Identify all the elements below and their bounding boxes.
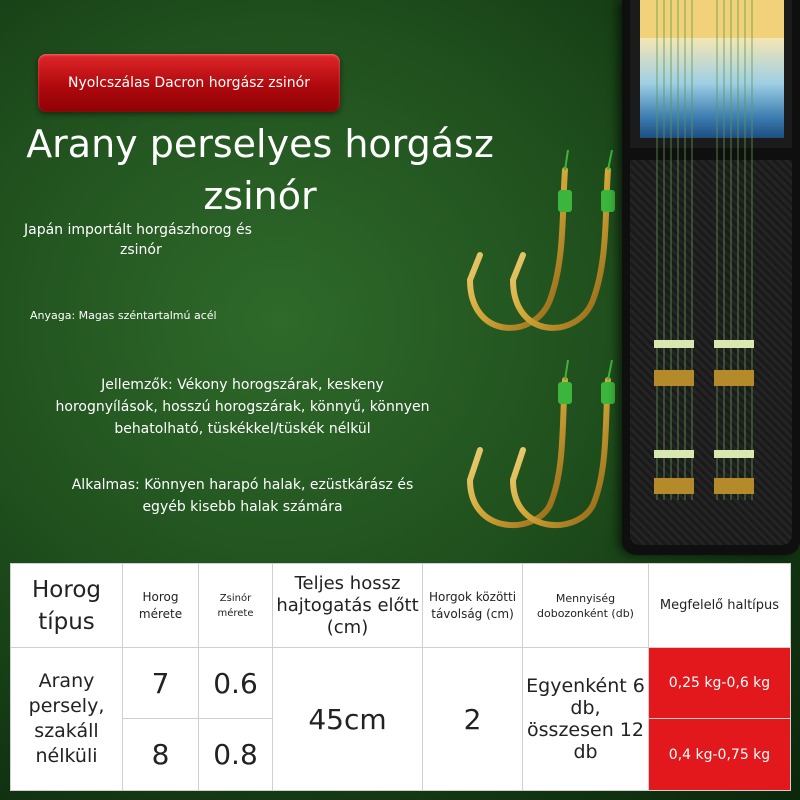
fish-weight-value: 0,25 kg-0,6 kg <box>649 648 791 719</box>
line-size-value: 0.6 <box>199 648 273 719</box>
header-spacing: Horgok közötti távolság (cm) <box>423 564 523 648</box>
header-quantity: Mennyiség dobozonként (db) <box>523 564 649 648</box>
total-length-value: 45cm <box>273 648 423 791</box>
material-text: Anyaga: Magas széntartalmú acél <box>30 309 217 322</box>
table-header-row <box>11 564 791 648</box>
quantity-value: Egyenként 6 db, összesen 12 db <box>523 648 649 791</box>
features-line-1: Jellemzők: Vékony horogszárak, keskeny <box>101 377 384 393</box>
title-line-1: Arany perselyes horgász <box>26 122 494 166</box>
spacing-value: 2 <box>423 648 523 791</box>
hook-size-value: 8 <box>123 719 199 791</box>
usage-line-2: egyéb kisebb halak számára <box>142 499 343 515</box>
usage-text <box>30 474 455 518</box>
tackle-box <box>622 0 800 555</box>
subtitle <box>24 220 294 260</box>
fish-weight-value: 0,4 kg-0,75 kg <box>649 719 791 791</box>
header-hook-type: Horog típus <box>11 564 123 648</box>
subtitle-line-1: Japán importált horgászhorog és <box>24 222 252 238</box>
features-line-3: behatolható, tüskékkel/tüskék nélkül <box>114 421 371 437</box>
fishing-hooks-illustration <box>440 150 640 540</box>
header-fish-type: Megfelelő haltípus <box>649 564 791 648</box>
badge-text: Nyolcszálas Dacron horgász zsinór <box>68 75 310 91</box>
title-line-2: zsinór <box>203 174 317 218</box>
header-line-size: Zsinór mérete <box>199 564 273 648</box>
features-text <box>30 374 455 440</box>
product-badge <box>38 54 340 112</box>
header-hook-size: Horog mérete <box>123 564 199 648</box>
line-size-value: 0.8 <box>199 719 273 791</box>
hook-icon <box>470 170 608 525</box>
subtitle-line-2: zsinór <box>120 242 162 258</box>
rigged-lines <box>622 0 800 555</box>
table-row <box>11 648 791 719</box>
spec-table <box>10 563 791 791</box>
header-total-length: Teljes hossz hajtogatás előtt (cm) <box>273 564 423 648</box>
features-line-2: horognyílások, hosszú horogszárak, könnyű, könnyen <box>55 399 430 415</box>
usage-line-1: Alkalmas: Könnyen harapó halak, ezüstkárász és <box>71 477 414 493</box>
hook-size-value: 7 <box>123 648 199 719</box>
hook-type-value: Arany persely, szakáll nélküli <box>11 648 123 791</box>
